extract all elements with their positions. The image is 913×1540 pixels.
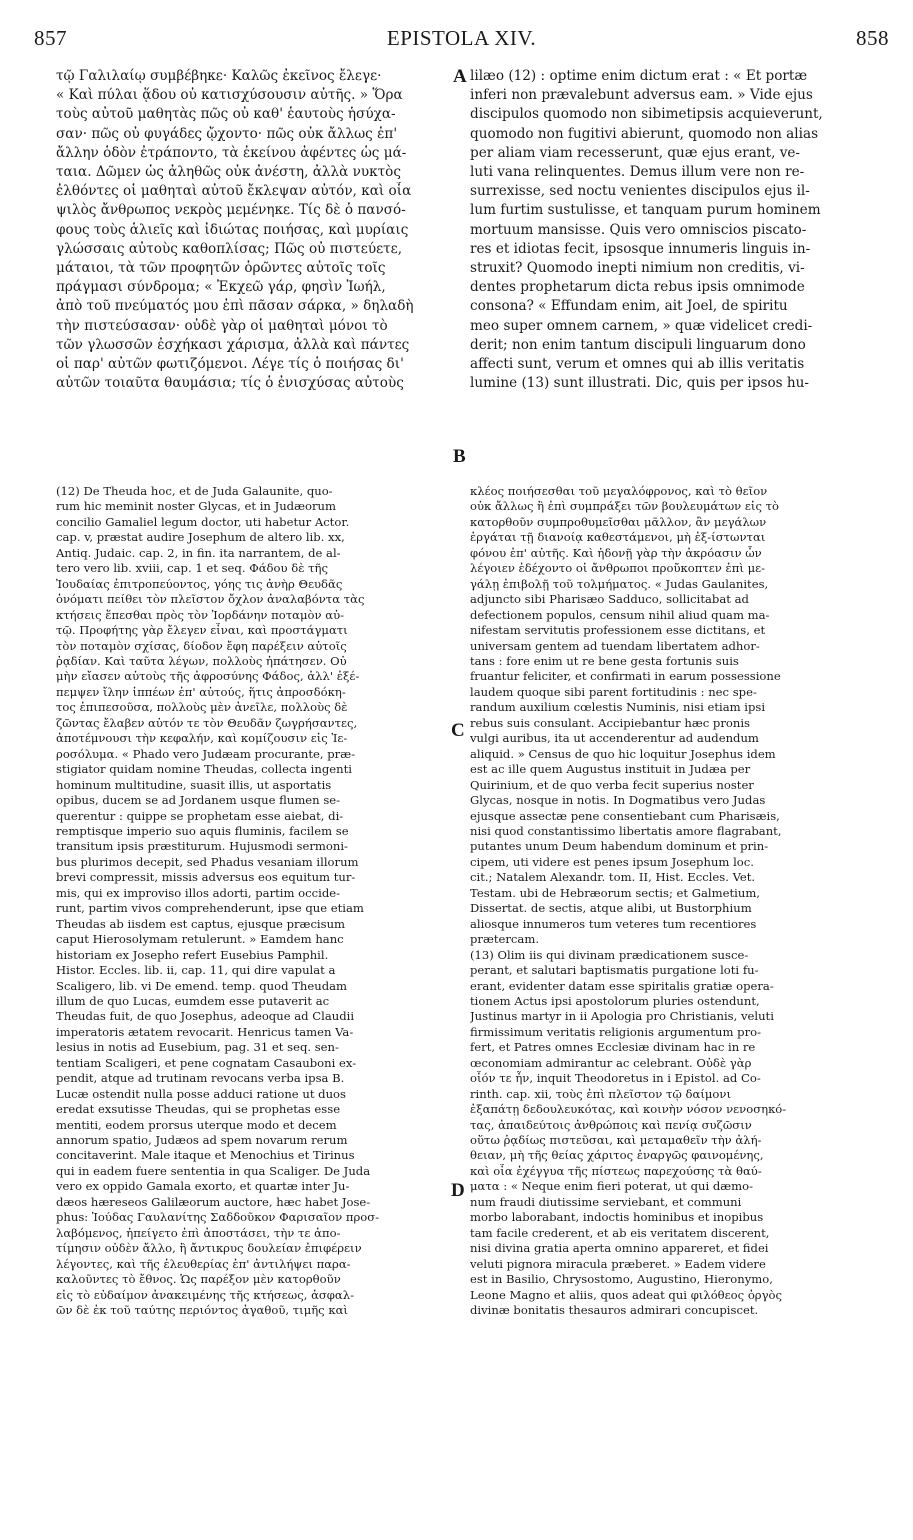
footnote-line: brevi compressit, missis adversus eos equitum tur- xyxy=(56,870,356,885)
footnote-line: phus: Ἰούδας Γαυλανίτης Σαδδοῦκον Φαρισαῖον προσ- xyxy=(56,1210,380,1225)
footnote-line: est ac ille quem Augustus instituit in Judæa per xyxy=(470,762,751,777)
footnote-line: aliquid. » Census de quo hic loquitur Josephus idem xyxy=(470,746,776,761)
footnote-line: tero vero lib. xviii, cap. 1 et seq. Φάδου δὲ τῆς xyxy=(56,561,328,576)
footnote-line: historiam ex Josepho refert Eusebius Pamphil. xyxy=(56,947,329,962)
footnote-line: κατορθοῦν συμπροθυμεῖσθαι μᾶλλον, ἂν μεγάλων xyxy=(470,514,767,529)
footnote-line: τίμησιν οὐδὲν ἄλλο, ἢ ἄντικρυς δουλείαν ἐπιφέρειν xyxy=(56,1241,362,1256)
text-line: lumine (13) sunt illustrati. Dic, quis per ipsos hu- xyxy=(470,375,810,392)
footnote-line: aliosque innumeros tum veteres tum recentiores xyxy=(470,916,757,931)
footnotes-left-column xyxy=(56,484,448,1514)
footnote-line: runt, partim vivos comprehenderunt, ipse que etiam xyxy=(56,901,364,916)
footnote-line: divinæ bonitatis thesauros admirari concupiscet. xyxy=(470,1303,759,1318)
footnote-line: Dissertat. de sectis, atque alibi, ut Bustorphium xyxy=(470,901,752,916)
footnote-line: καλοῦντες τὸ ἔθνος. Ὡς παρέξον μὲν κατορθοῦν xyxy=(56,1272,341,1287)
footnote-line: laudem quoque sibi parent fortitudinis : nec spe- xyxy=(470,684,757,699)
footnote-line: universam gentem ad tuendam libertatem adhor- xyxy=(470,638,760,653)
footnote-line: dæos hæreseos Galilæorum auctore, hæc habet Jose- xyxy=(56,1194,371,1209)
footnote-line: num fraudi diutissime serviebant, et communi xyxy=(470,1194,742,1209)
footnote-line: ῶν δὲ ἐκ τοῦ ταύτης περιόντος ἀγαθοῦ, τιμῆς καὶ xyxy=(56,1303,348,1318)
margin-marker-c: C xyxy=(451,720,465,741)
footnote-line: λέγοντες, καὶ τῆς ἐλευθερίας ἐπ' ἀντιλήψει παρα- xyxy=(56,1256,351,1271)
text-line: derit; non enim tantum discipuli linguarum dono xyxy=(470,336,806,353)
footnote-line: οὕτω ῥᾳδίως πιστεῦσαι, καὶ μεταμαθεῖν τὴν ἀλή- xyxy=(470,1133,762,1148)
footnote-line: tionem Actus ipsi apostolorum pluries ostendunt, xyxy=(470,993,760,1008)
footnote-line: φόνου ἐπ' αὐτῆς. Καὶ ἡδονῇ γὰρ τὴν ἀκρόασιν ὧν xyxy=(470,545,762,560)
text-line: discipulos quomodo non sibimetipsis acquieverunt, xyxy=(470,106,823,123)
margin-marker-b: B xyxy=(453,446,466,467)
text-line: πράγμασι σύνδρομα; « Ἐκχεῶ γάρ, φησὶν Ἰωήλ, xyxy=(56,279,386,296)
text-line: consona? « Effundam enim, ait Joel, de spiritu xyxy=(470,298,788,315)
text-line: τῶν γλωσσῶν ἐσχήκασι χάρισμα, ἀλλὰ καὶ πάντες xyxy=(56,336,410,353)
footnote-line: Glycas, nosque in notis. In Dogmatibus vero Judas xyxy=(470,793,766,808)
footnote-line: Theudas ab iisdem est captus, ejusque præcisum xyxy=(56,916,346,931)
footnote-line: ἐργάται τῇ διανοίᾳ καθεστάμενοι, μὴ ἐξ-ίστωνται xyxy=(470,530,766,545)
text-line: ἐλθόντες οἱ μαθηταὶ αὐτοῦ ἔκλεψαν αὐτόν, καὶ οἷα xyxy=(56,183,412,200)
running-title: EPISTOLA XIV. xyxy=(386,26,537,50)
page-header xyxy=(30,26,893,58)
footnote-line: lesius in notis ad Eusebium, pag. 31 et seq. sen- xyxy=(56,1040,339,1055)
footnote-line: defectionem populos, censum nihil aliud quam ma- xyxy=(470,607,770,622)
footnote-line: morbo laborabant, indoctis hominibus et inopibus xyxy=(470,1210,764,1225)
footnote-line: καὶ οἷα ἐχέγγυα τῆς πίστεως παρεχούσης τὰ θαύ- xyxy=(470,1163,762,1178)
footnote-line: Leone Magno et aliis, quos adeat qui φιλόθεος ὀργὸς xyxy=(470,1287,783,1302)
footnote-line: est in Basilio, Chrysostomo, Augustino, Hieronymo, xyxy=(470,1272,773,1287)
footnote-line: prætercam. xyxy=(470,932,540,947)
footnote-line: cit.; Natalem Alexandr. tom. II, Hist. Eccles. Vet. xyxy=(470,870,756,885)
footnote-line: Antiq. Judaic. cap. 2, in fin. ita narrantem, de al- xyxy=(56,545,341,560)
footnote-line: Justinus martyr in ii Apologia pro Christianis, veluti xyxy=(470,1009,774,1024)
footnote-line: κλέος ποιήσεσθαι τοῦ μεγαλόφρονος, καὶ τὸ θεῖον xyxy=(470,484,768,498)
footnote-line: randum auxilium cœlestis Numinis, nisi etiam ipsi xyxy=(470,700,766,715)
footnote-line: vero ex oppido Gamala exorto, et quartæ inter Ju- xyxy=(56,1179,350,1194)
footnote-line: cap. v, præstat audire Josephum de altero lib. xx, xyxy=(56,530,345,545)
text-line: σαν· πῶς οὐ φυγάδες ᾤχοντο· πῶς οὐκ ἄλλως ἐπ' xyxy=(56,125,398,142)
footnote-line: μὴν εἴασεν αὐτοὺς τῆς ἀφροσύνης Φάδος, ἀλλ' ἐξέ- xyxy=(56,669,360,684)
footnote-line: nifestam servitutis professionem esse dictitans, et xyxy=(470,623,766,638)
text-line: τῷ Γαλιλαίῳ συμβέβηκε· Καλῶς ἐκεῖνος ἔλεγε· xyxy=(56,68,382,84)
margin-marker-a: A xyxy=(453,66,467,87)
footnote-line: rum hic meminit noster Glycas, et in Judæorum xyxy=(56,499,336,514)
text-line: mortuum mansisse. Quis vero omniscios piscato- xyxy=(470,221,807,238)
text-line: ψιλὸς ἄνθρωπος νεκρὸς μεμένηκε. Τίς δὲ ὁ πανσό- xyxy=(56,202,406,219)
margin-marker-d: D xyxy=(451,1180,465,1201)
footnote-line: hominum multitudine, suasit illis, ut asportatis xyxy=(56,777,332,792)
text-line: γλώσσαις αὐτοὺς καθοπλίσας; Πῶς οὐ πιστεύετε, xyxy=(56,240,403,257)
text-line: αὐτῶν τοιαῦτα θαυμάσια; τίς ὁ ἐνισχύσας αὐτοὺς xyxy=(56,375,404,392)
text-line: ἀπὸ τοῦ πνεύματός μου ἐπὶ πᾶσαν σάρκα, » δηλαδὴ xyxy=(56,298,414,315)
footnote-line: firmissimum veritatis religionis argumentum pro- xyxy=(470,1024,762,1039)
text-line: lum furtim sustulisse, et tanquam purum hominem xyxy=(470,202,821,219)
footnote-line: qui in eadem fuere sententia in qua Scaliger. De Juda xyxy=(56,1163,371,1178)
footnote-line: perant, et salutari baptismatis purgatione loti fu- xyxy=(470,963,759,978)
text-line: surrexisse, sed noctu venientes discipulos ejus il- xyxy=(470,183,810,200)
footnote-line: Lucæ ostendit nulla posse adduci ratione ut duos xyxy=(56,1086,346,1101)
text-line: quomodo non fugitivi abierunt, quomodo non alias xyxy=(470,125,819,142)
page-number-left: 857 xyxy=(34,26,67,50)
footnote-line: stigiator quidam nomine Theudas, collecta ingenti xyxy=(56,762,352,777)
footnote-line: ejusque assectæ pene consentiebant cum Pharisæis, xyxy=(470,808,780,823)
footnote-line: θειαν, μὴ τῆς θείας χάριτος ἐναργῶς φαινομένης, xyxy=(470,1148,764,1163)
text-line: ἄλλην ὁδὸν ἐτράποντο, τὰ ἐκείνου ἀφέντες ὡς μά- xyxy=(56,144,407,161)
text-line: struxit? Quomodo inepti nimium non creditis, vi- xyxy=(470,260,805,277)
footnote-line: adjuncto sibi Pharisæo Sadduco, sollicitabat ad xyxy=(470,592,749,607)
footnote-line: putantes unum Deum habendum dominum et prin- xyxy=(470,839,769,854)
footnote-line: opibus, ducem se ad Jordanem usque flumen se- xyxy=(56,793,341,808)
text-line: inferi non prævalebunt adversus eam. » Vide ejus xyxy=(470,87,813,104)
footnote-line: τὸν ποταμὸν σχίσας, δίοδον ἔφη παρέξειν αὐτοῖς xyxy=(56,638,347,653)
footnote-line: Histor. Eccles. lib. ii, cap. 11, qui dire vapulat a xyxy=(56,963,336,978)
text-line: τοὺς αὐτοῦ μαθητὰς πῶς οὐ καθ' ἑαυτοὺς ἡσύχα- xyxy=(56,106,396,123)
footnote-line: τῷ. Προφήτης γὰρ ἔλεγεν εἶναι, καὶ προστάγματι xyxy=(56,623,348,638)
text-line: φους τοὺς ἁλιεῖς καὶ ἰδιώτας ποιήσας, καὶ μυρίαις xyxy=(56,221,409,238)
footnote-line: illum de quo Lucas, eumdem esse putaverit ac xyxy=(56,993,330,1008)
footnote-line: pendit, atque ad trutinam revocans verba ipsa B. xyxy=(56,1071,345,1086)
footnote-line: rinth. cap. xii, τοὺς ἐπὶ πλεῖστον τῷ δαίμονι xyxy=(470,1086,732,1101)
footnote-line: fruantur feliciter, et confirmati in earum possessione xyxy=(470,669,781,684)
footnote-line: Testam. ubi de Hebræorum sectis; et Galmetium, xyxy=(470,885,760,900)
footnote-line: vulgi auribus, ita ut accenderentur ad audendum xyxy=(470,731,759,746)
footnote-line: Ἰουδαίας ἐπιτροπεύοντος, γόης τις ἀνὴρ Θευδᾶς xyxy=(56,576,343,591)
footnote-line: imperatoris ætatem revocarit. Henricus tamen Va- xyxy=(56,1024,354,1039)
text-line: affecti sunt, verum et omnes qui ab illis veritatis xyxy=(470,356,805,373)
footnote-line: caput Hierosolymam retulerunt. » Eamdem hanc xyxy=(56,932,344,947)
footnote-line: remptisque imperio suo aquis fluminis, facilem se xyxy=(56,823,349,838)
footnote-line: Scaligero, lib. vi De emend. temp. quod Theudam xyxy=(56,978,348,993)
footnote-line: γάλῃ ἐπιβολῇ τοῦ τολμήματος. « Judas Gaulanites, xyxy=(470,576,769,591)
latin-text-column xyxy=(470,67,883,483)
greek-text-column xyxy=(56,67,448,483)
footnote-line: tentiam Scaligeri, et pene cognatam Casauboni ex- xyxy=(56,1055,357,1070)
text-line: lilæo (12) : optime enim dictum erat : « Et portæ xyxy=(470,68,808,84)
footnote-line: ροσόλυμα. « Phado vero Judæam procurante, præ- xyxy=(56,746,356,761)
text-line: dentes prophetarum dicta rebus ipsis omnimode xyxy=(470,279,805,296)
footnote-line: Quirinium, et de quo verba fecit superius noster xyxy=(470,777,754,792)
footnote-line: τας, ἀπαιδεύτοις ἀνθρώποις καὶ πενίᾳ συζῶσιν xyxy=(470,1117,752,1132)
footnote-line: cipem, uti videre est penes ipsum Josephum loc. xyxy=(470,854,754,869)
footnote-line: ὀνόματι πείθει τὸν πλεῖστον ὄχλον ἀναλαβόντα τὰς xyxy=(56,592,365,607)
footnote-line: ματα : « Neque enim fieri poterat, ut qui dæmo- xyxy=(470,1179,754,1194)
footnote-line: rebus suis consulant. Accipiebantur hæc pronis xyxy=(470,715,750,730)
footnote-line: οἷόν τε ἦν, inquit Theodoretus in i Epistol. ad Co- xyxy=(470,1071,761,1086)
footnote-line: bus plurimos decepit, sed Phadus vesaniam illorum xyxy=(56,854,359,869)
footnote-line: εἰς τὸ εὐδαίμον ἀνακειμένης τῆς κτήσεως, ἀσφαλ- xyxy=(56,1287,355,1302)
footnote-line: querentur : quippe se prophetam esse aiebat, di- xyxy=(56,808,344,823)
text-line: meo super omnem carnem, » quæ videlicet credi- xyxy=(470,317,813,334)
text-line: luti vana relinquentes. Demus illum vere non re- xyxy=(470,164,805,181)
footnote-line: œconomiam admirantur ac celebrant. Οὐδὲ γὰρ xyxy=(470,1055,752,1070)
text-line: « Καὶ πύλαι ᾅδου οὐ κατισχύσουσιν αὐτῆς. » Ὅρα xyxy=(56,87,403,104)
footnote-line: fert, et Patres omnes Ecclesiæ divinam hac in re xyxy=(470,1040,756,1055)
footnote-line: nisi quod constantissimo libertatis amore flagrabant, xyxy=(470,823,782,838)
page-number-right: 858 xyxy=(856,26,889,50)
text-line: ταια. Δῶμεν ὡς ἀληθῶς οὐκ ἀνέστη, ἀλλὰ νυκτὸς xyxy=(56,164,401,181)
footnote-line: λαβόμενος, ἠπείγετο ἐπὶ ἀποστάσει, τὴν τε ἀπο- xyxy=(56,1225,341,1240)
footnote-line: veluti pignora miracula præberet. » Eadem videre xyxy=(470,1256,766,1271)
footnote-line: ζῶντας ἔλαβεν αὐτόν τε τὸν Θευδᾶν ζωγρήσαντες, xyxy=(56,715,358,730)
footnote-line: annorum spatio, Judæos ad spem novarum rerum xyxy=(56,1133,348,1148)
text-line: per aliam viam recesserunt, quæ ejus erant, ve- xyxy=(470,144,801,161)
footnote-line: (12) De Theuda hoc, et de Juda Galaunite, quo- xyxy=(56,484,333,498)
text-line: οἱ παρ' αὐτῶν φωτιζόμενοι. Λέγε τίς ὁ ποιήσας δι' xyxy=(56,356,404,373)
footnote-line: ἀποτέμνουσι τὴν κεφαλήν, καὶ κομίζουσιν εἰς Ἱε- xyxy=(56,731,348,746)
footnote-line: (13) Olim iis qui divinam prædicationem susce- xyxy=(470,947,749,962)
text-line: τὴν πιστεύσασαν· οὐδὲ γὰρ οἱ μαθηταὶ μόνοι τὸ xyxy=(56,317,388,334)
footnote-line: οὐκ ἄλλως ἢ ἐπὶ συμπράξει τῶν βουλευμάτων εἰς τὸ xyxy=(470,499,780,514)
footnote-line: transitum ipsis præstiturum. Hujusmodi sermoni- xyxy=(56,839,348,854)
footnote-line: λέγοιεν ἐδέχοντο οἱ ἄνθρωποι προὔκοπτεν ἐπὶ με- xyxy=(470,561,766,576)
footnote-line: κτήσεις ἕπεσθαι πρὸς τὸν Ἰορδάνην ποταμὸν αὐ- xyxy=(56,607,345,622)
footnote-line: τος ἐπιπεσοῦσα, πολλοὺς μὲν ἀνεῖλε, πολλοὺς δὲ xyxy=(56,700,348,715)
footnote-line: tans : fore enim ut re bene gesta fortunis suis xyxy=(470,653,739,668)
footnote-line: erant, evidenter datam esse spiritalis gratiæ opera- xyxy=(470,978,774,993)
text-line: res et idiotas fecit, ipsosque innumeris linguis in- xyxy=(470,240,811,257)
footnote-line: nisi divina gratia aperta omnino appareret, et fidei xyxy=(470,1241,769,1256)
footnote-line: πεμψεν ἴλην ἱππέων ἐπ' αὐτούς, ἥτις ἀπροσδόκη- xyxy=(56,684,346,699)
footnote-line: tam facile crederent, et ab eis veritatem discerent, xyxy=(470,1225,770,1240)
footnote-line: Theudas fuit, de quo Josephus, adeoque ad Claudii xyxy=(56,1009,355,1024)
footnote-line: ἐξαπάτῃ δεδουλευκότας, καὶ κοινὴν νόσον νενοσηκό- xyxy=(470,1102,787,1117)
footnote-line: ῥᾳδίαν. Καὶ ταῦτα λέγων, πολλοὺς ἠπάτησεν. Οὐ xyxy=(56,653,347,668)
footnotes-right-column xyxy=(470,484,883,1514)
footnote-line: concitaverint. Male itaque et Menochius et Tirinus xyxy=(56,1148,355,1163)
footnote-line: mentiti, eodem prorsus uterque modo et decem xyxy=(56,1117,337,1132)
footnote-line: mis, qui ex improviso illos adorti, partim occide- xyxy=(56,885,341,900)
footnote-line: eredat exsutisse Theudas, qui se prophetas esse xyxy=(56,1102,341,1117)
text-line: μάταιοι, τὰ τῶν προφητῶν ὁρῶντες αὐτοῖς τοῖς xyxy=(56,260,386,277)
footnote-line: concilio Gamaliel legum doctor, uti habetur Actor. xyxy=(56,514,350,529)
